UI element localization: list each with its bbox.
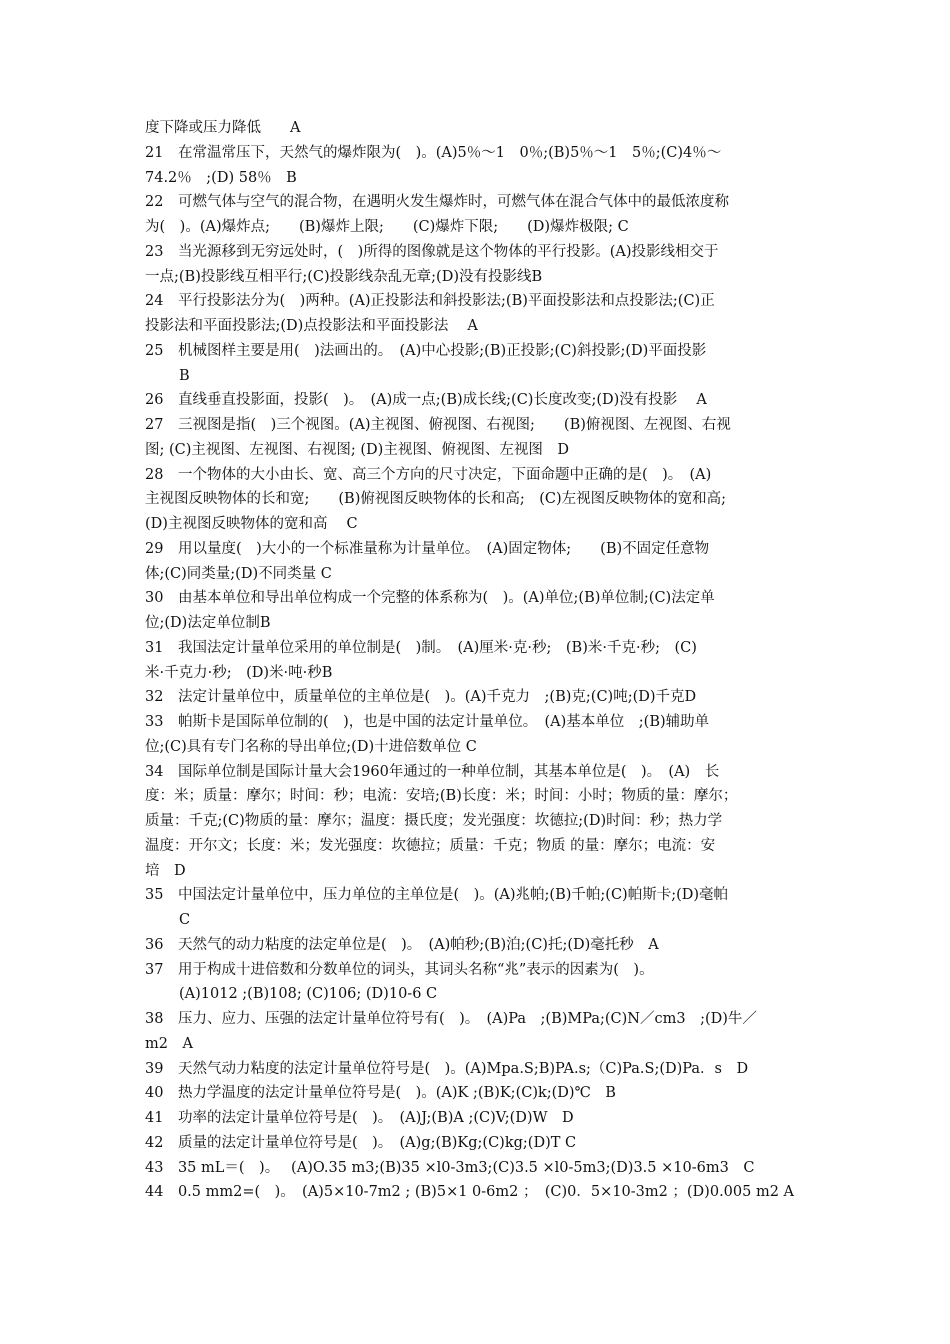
- text-line: 25 机械图样主要是用( )法画出的。 (A)中心投影;(B)正投影;(C)斜投影;(D)平面投影: [145, 342, 707, 359]
- text-line: 培 D: [145, 862, 186, 879]
- text-line: (A)1012 ;(B)108; (C)106; (D)10-6 C: [179, 986, 438, 1003]
- text-line: B: [179, 367, 190, 384]
- text-line: 27 三视图是指( )三个视图。(A)主视图、俯视图、右视图; (B)俯视图、左视图、右视: [145, 417, 731, 433]
- text-line: 33 帕斯卡是国际单位制的( )，也是中国的法定计量单位。 (A)基本单位 ;(B)辅助单: [145, 714, 710, 730]
- text-line: 31 我国法定计量单位采用的单位制是( )制。 (A)厘米·克·秒; (B)米·千克·秒; (C): [145, 639, 697, 656]
- text-line: 43 35 mL＝( )。 (A)O.35 m3;(B)35 ×l0-3m3;(C)3.5 ×l0-5m3;(D)3.5 ×10-6m3 C: [145, 1159, 755, 1176]
- text-line: 体;(C)同类量;(D)不同类量 C: [145, 565, 332, 582]
- text-line: 34 国际单位制是国际计量大会1960年通过的一种单位制，其基本单位是( )。 (A) 长: [145, 763, 720, 780]
- text-line: 35 中国法定计量单位中，压力单位的主单位是( )。(A)兆帕;(B)千帕;(C)帕斯卡;(D)毫帕: [145, 887, 729, 904]
- text-line: 74.2％ ;(D) 58％ B: [145, 169, 297, 186]
- text-line: 40 热力学温度的法定计量单位符号是( )。(A)K ;(B)K;(C)k;(D)℃ B: [145, 1085, 616, 1102]
- text-line: 39 天然气动力粘度的法定计量单位符号是( )。(A)Mpa.S;B)PA.s;（C)Pa.S;(D)Pa．s D: [145, 1060, 749, 1077]
- text-line: 位;(C)具有专门名称的导出单位;(D)十进倍数单位 C: [145, 738, 477, 755]
- text-line: 度：米；质量：摩尔；时间：秒；电流：安培;(B)长度：米；时间：小时；物质的量：摩尔；: [145, 788, 738, 805]
- document-page: [145, 116, 810, 1205]
- text-line: 37 用于构成十进倍数和分数单位的词头，其词头名称“兆”表示的因素为( )。: [145, 961, 654, 978]
- text-line: 一点;(B)投影线互相平行;(C)投影线杂乱无章;(D)没有投影线B: [145, 268, 543, 285]
- text-line: 投影法和平面投影法;(D)点投影法和平面投影法 A: [145, 318, 478, 334]
- text-line: 图; (C)主视图、左视图、右视图; (D)主视图、俯视图、左视图 D: [145, 441, 569, 458]
- text-line: 温度：开尔文；长度：米；发光强度：坎德拉；质量：千克；物质 的量：摩尔；电流：安: [145, 837, 716, 854]
- text-line: 23 当光源移到无穷远处时，( )所得的图像就是这个物体的平行投影。(A)投影线相交于: [145, 243, 719, 260]
- text-line: 36 天然气的动力粘度的法定单位是( )。 (A)帕秒;(B)泊;(C)托;(D)毫托秒 A: [145, 936, 659, 953]
- text-line: 29 用以量度( )大小的一个标准量称为计量单位。 (A)固定物体; (B)不固定任意物: [145, 540, 710, 557]
- text-line: 28 一个物体的大小由长、宽、高三个方向的尺寸决定，下面命题中正确的是( )。 (A): [145, 466, 712, 483]
- text-line: 度下降或压力降低 A: [145, 120, 301, 136]
- text-line: 主视图反映物体的长和宽; (B)俯视图反映物体的长和高; (C)左视图反映物体的宽和高;: [145, 491, 727, 508]
- text-line: 21 在常温常压下，天然气的爆炸限为( )。(A)5％～1 0％;(B)5％～1 5％;(C)4％～: [145, 144, 722, 161]
- text-line: (D)主视图反映物体的宽和高 C: [145, 516, 358, 532]
- text-line: 位;(D)法定单位制B: [145, 615, 271, 631]
- text-line: 42 质量的法定计量单位符号是( )。 (A)g;(B)Kg;(C)kg;(D)T C: [145, 1134, 577, 1151]
- text-line: C: [179, 912, 191, 928]
- text-line: 22 可燃气体与空气的混合物，在遇明火发生爆炸时，可燃气体在混合气体中的最低浓度称: [145, 194, 729, 211]
- text-line: 为( )。(A)爆炸点; (B)爆炸上限; (C)爆炸下限; (D)爆炸极限; C: [145, 219, 629, 235]
- text-line: 质量：千克;(C)物质的量：摩尔；温度：摄氏度；发光强度：坎德拉;(D)时间：秒；热力学: [145, 813, 723, 829]
- text-line: 24 平行投影法分为( )两种。(A)正投影法和斜投影法;(B)平面投影法和点投影法;(C)正: [145, 293, 715, 310]
- text-line: 44 0.5 mm2=( )。 (A)5×10-7m2 ; (B)5×1 0-6m2 ； (C)0．5×10-3m2 ；(D)0.005 m2 A: [145, 1184, 795, 1201]
- text-line: m2 A: [145, 1035, 193, 1052]
- text-line: 米·千克力·秒; (D)米·吨·秒B: [145, 664, 333, 681]
- text-line: 38 压力、应力、压强的法定计量单位符号有( )。 (A)Pa ;(B)MPa;(C)N／cm3 ;(D)牛／: [145, 1011, 757, 1027]
- text-line: 41 功率的法定计量单位符号是( )。 (A)J;(B)A ;(C)V;(D)W D: [145, 1110, 574, 1126]
- text-line: 32 法定计量单位中，质量单位的主单位是( )。(A)千克力 ;(B)克;(C)吨;(D)千克D: [145, 689, 697, 706]
- text-line: 26 直线垂直投影面，投影( )。 (A)成一点;(B)成长线;(C)长度改变;(D)没有投影 A: [145, 392, 707, 409]
- text-line: 30 由基本单位和导出单位构成一个完整的体系称为( )。(A)单位;(B)单位制;(C)法定单: [145, 590, 715, 607]
